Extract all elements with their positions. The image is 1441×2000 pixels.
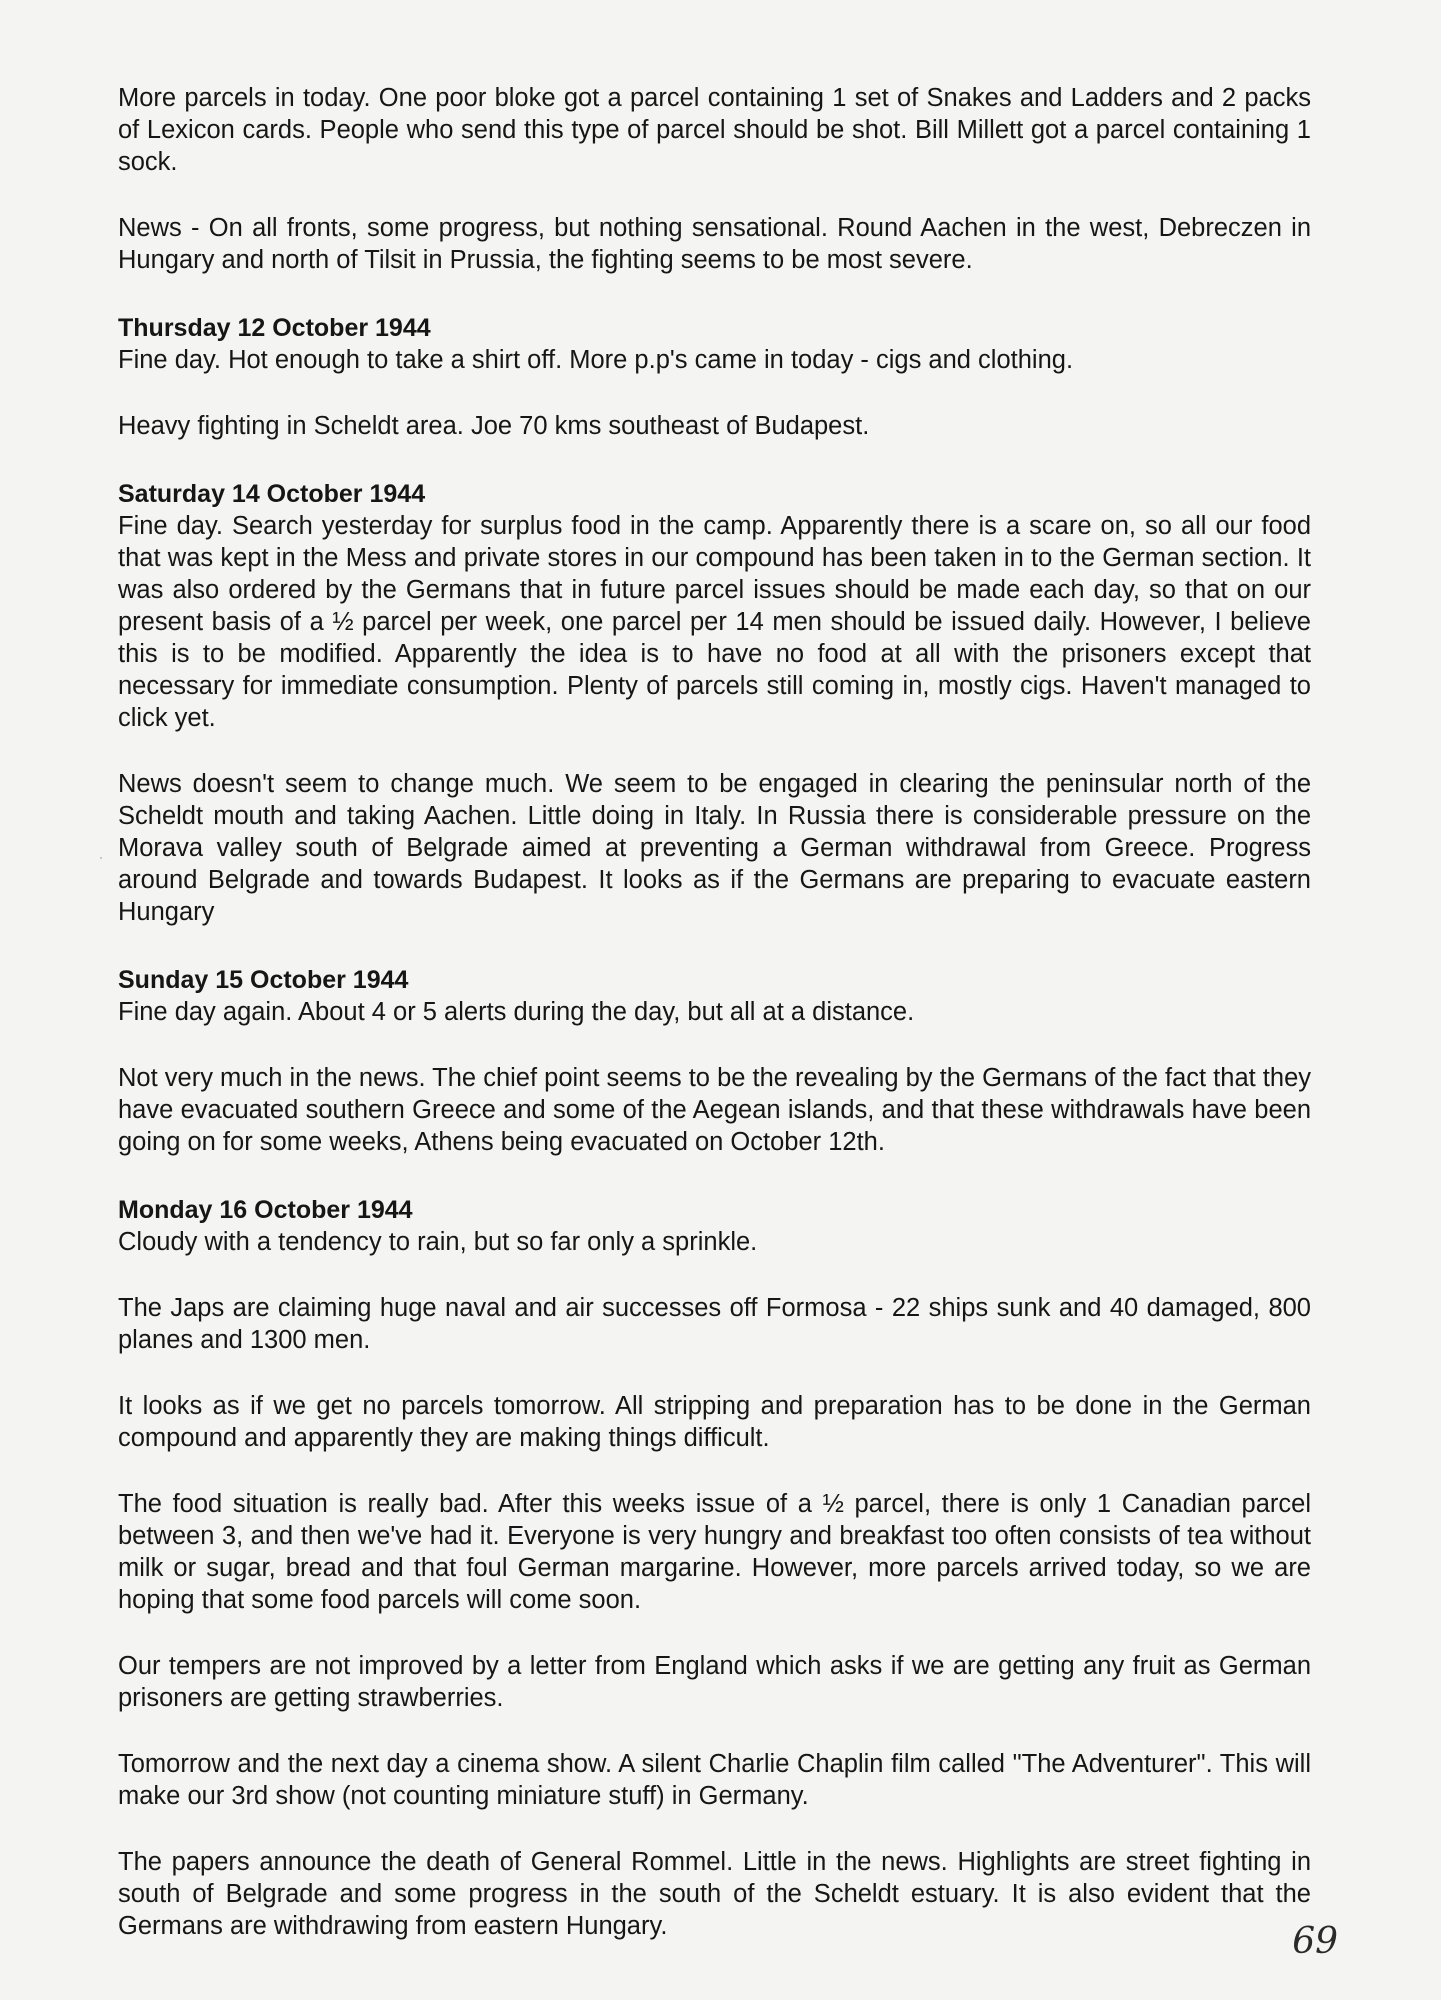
- entry-date-heading: Monday 16 October 1944: [118, 1196, 413, 1224]
- paragraph: Our tempers are not improved by a letter from England which asks if we are getting any fruit as German prisoners are getting strawberries.: [118, 1652, 1311, 1712]
- paper-speck: [100, 857, 102, 859]
- paragraph: News - On all fronts, some progress, but nothing sensational. Round Aachen in the west, Debreczen in Hungary and north of Tilsit in Prussia, the fighting seems to be most severe.: [118, 214, 1311, 274]
- paragraph: Cloudy with a tendency to rain, but so far only a sprinkle.: [118, 1228, 758, 1256]
- paragraph: It looks as if we get no parcels tomorrow. All stripping and preparation has to be done in the German compound and apparently they are making things difficult.: [118, 1392, 1311, 1452]
- paragraph: Fine day. Hot enough to take a shirt off. More p.p's came in today - cigs and clothing.: [118, 346, 1074, 374]
- paragraph: The food situation is really bad. After this weeks issue of a ½ parcel, there is only 1 Canadian parcel between 3, and then we've had it. Everyone is very hungry and breakfast too often consists of tea without milk or sugar, bread and that foul German margarine. However, more parcels arrived today, so we are hoping that some food parcels will come soon.: [118, 1490, 1311, 1614]
- paragraph: Fine day. Search yesterday for surplus food in the camp. Apparently there is a scare on, so all our food that was kept in the Mess and private stores in our compound has been taken in to the German section. It was also ordered by the Germans that in future parcel issues should be made each day, so that on our present basis of a ½ parcel per week, one parcel per 14 men should be issued daily. However, I believe this is to be modified. Apparently the idea is to have no food at all with the prisoners except that necessary for immediate consumption. Plenty of parcels still coming in, mostly cigs. Haven't managed to click yet.: [118, 512, 1311, 732]
- paragraph: The papers announce the death of General Rommel. Little in the news. Highlights are street fighting in south of Belgrade and some progress in the south of the Scheldt estuary. It is also evident that the Germans are withdrawing from eastern Hungary.: [118, 1848, 1311, 1940]
- entry-date-heading: Thursday 12 October 1944: [118, 314, 431, 342]
- handwritten-page-number: 69: [1292, 1921, 1338, 1962]
- paragraph: Tomorrow and the next day a cinema show. A silent Charlie Chaplin film called "The Adventurer". This will make our 3rd show (not counting miniature stuff) in Germany.: [118, 1750, 1311, 1810]
- paragraph: The Japs are claiming huge naval and air successes off Formosa - 22 ships sunk and 40 damaged, 800 planes and 1300 men.: [118, 1294, 1311, 1354]
- entry-date-heading: Sunday 15 October 1944: [118, 966, 409, 994]
- paragraph: Fine day again. About 4 or 5 alerts during the day, but all at a distance.: [118, 998, 915, 1026]
- paragraph: Heavy fighting in Scheldt area. Joe 70 kms southeast of Budapest.: [118, 412, 870, 440]
- entry-date-heading: Saturday 14 October 1944: [118, 480, 426, 508]
- paragraph: More parcels in today. One poor bloke got a parcel containing 1 set of Snakes and Ladders and 2 packs of Lexicon cards. People who send this type of parcel should be shot. Bill Millett got a parcel containing 1 sock.: [118, 84, 1311, 176]
- paragraph: News doesn't seem to change much. We seem to be engaged in clearing the peninsular north of the Scheldt mouth and taking Aachen. Little doing in Italy. In Russia there is considerable pressure on the Morava valley south of Belgrade aimed at preventing a German withdrawal from Greece. Progress around Belgrade and towards Budapest. It looks as if the Germans are preparing to evacuate eastern Hungary: [118, 770, 1311, 926]
- paragraph: Not very much in the news. The chief point seems to be the revealing by the Germans of the fact that they have evacuated southern Greece and some of the Aegean islands, and that these withdrawals have been going on for some weeks, Athens being evacuated on October 12th.: [118, 1064, 1311, 1156]
